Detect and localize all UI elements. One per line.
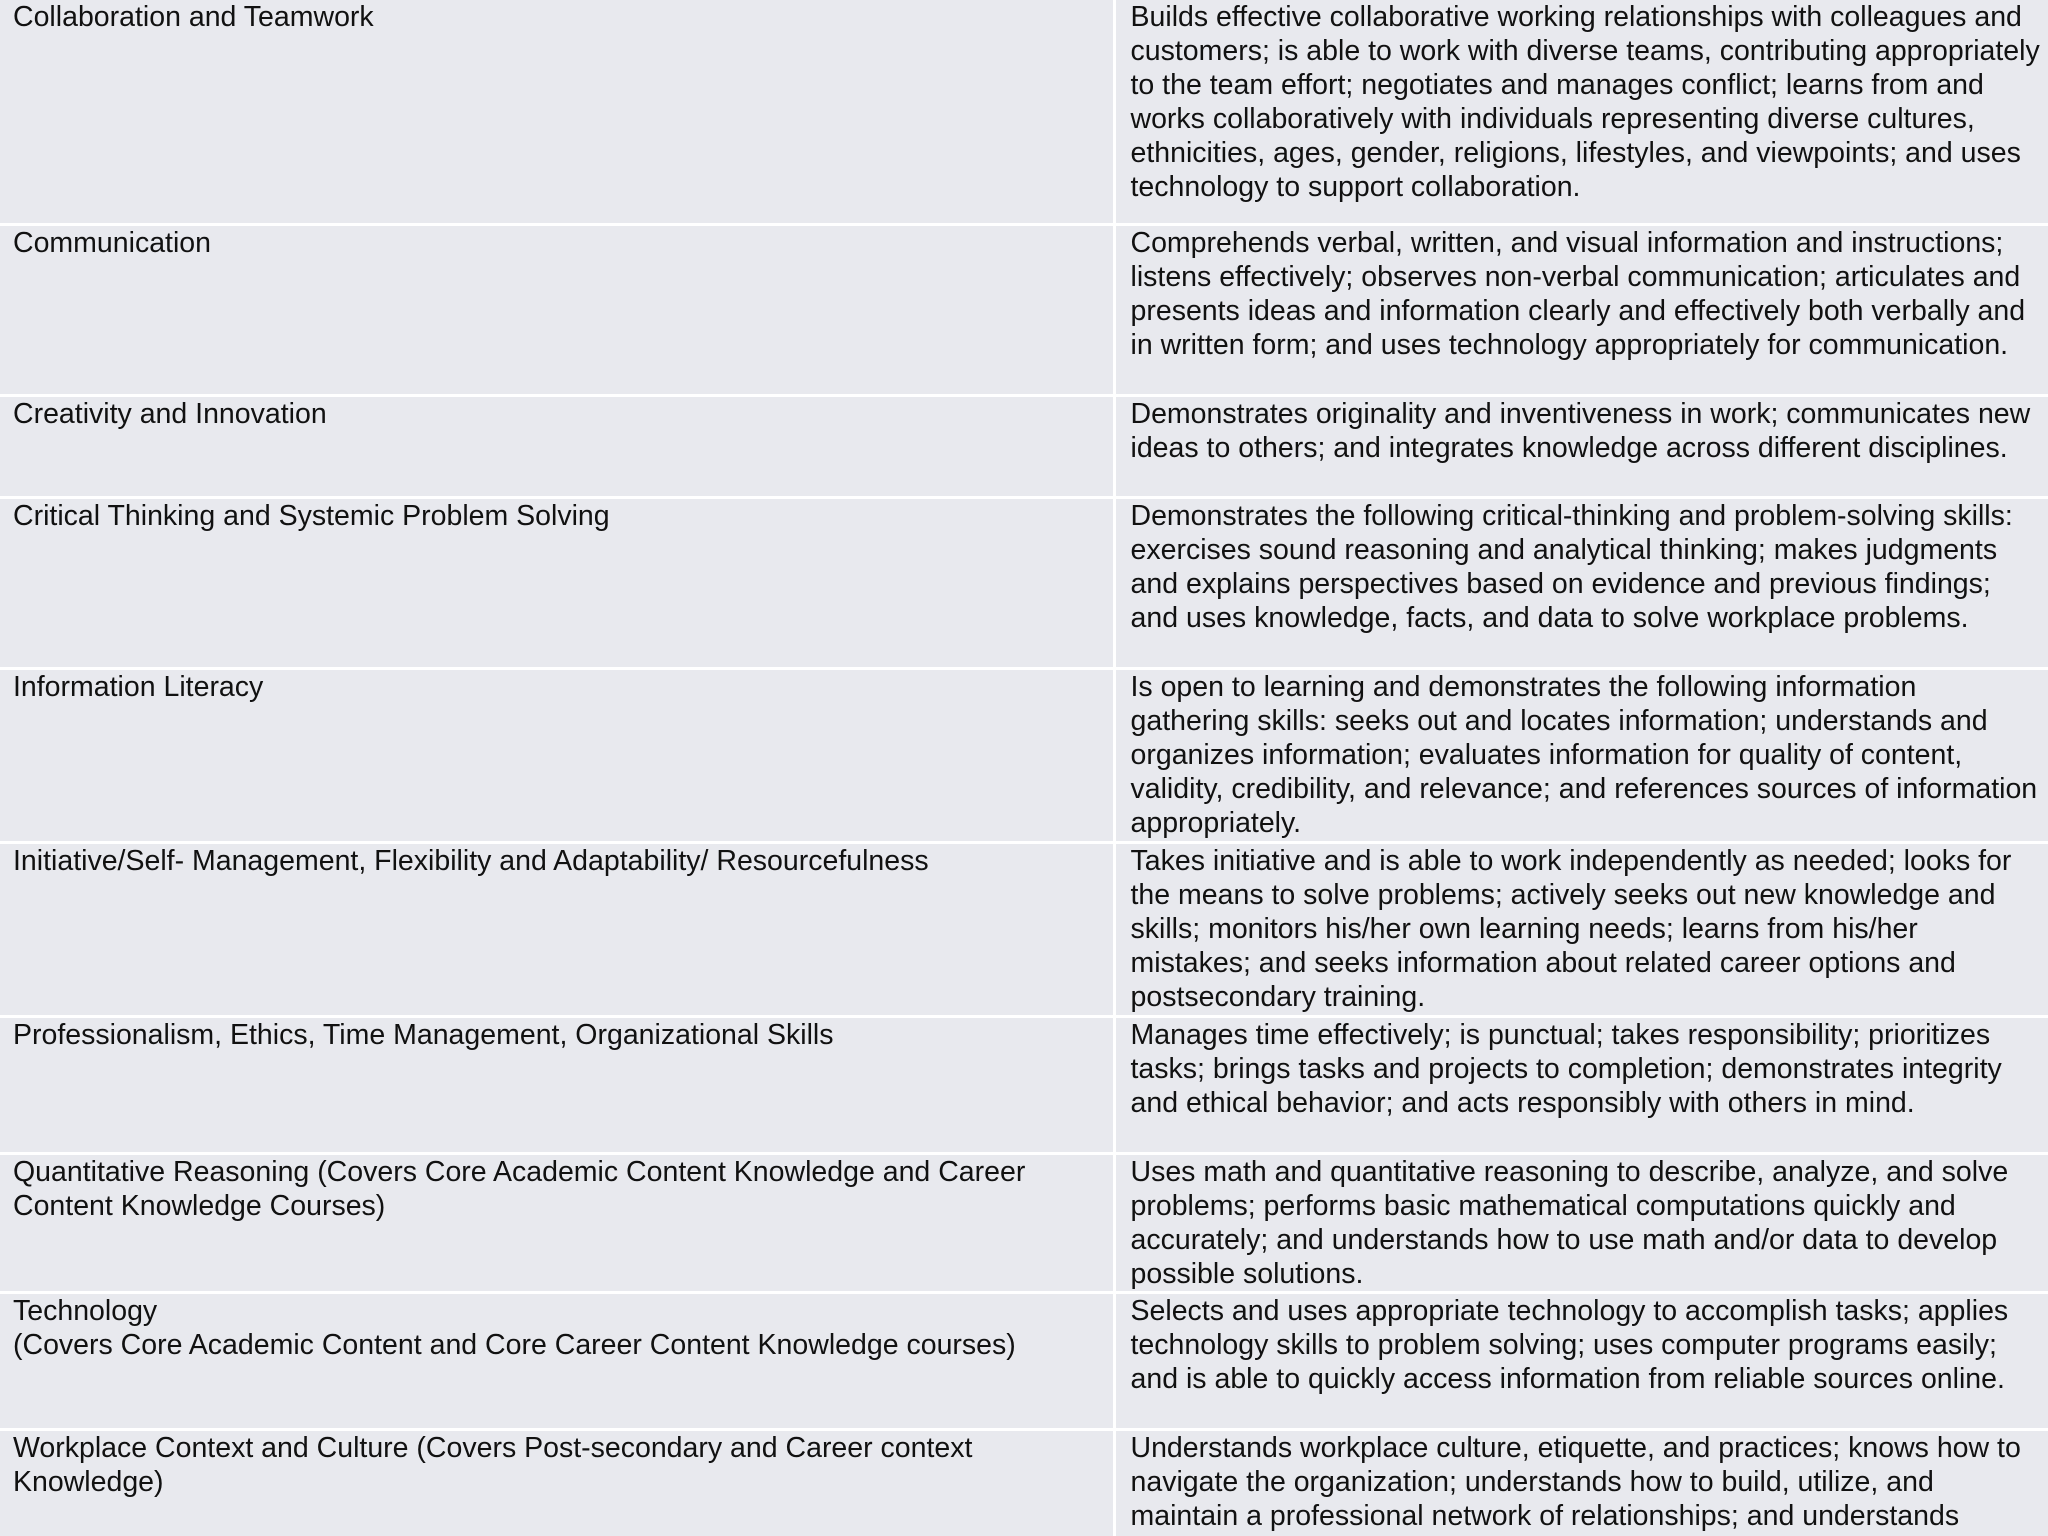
skill-name-cell: Professionalism, Ethics, Time Management, Organizational Skills — [0, 1016, 1114, 1153]
table-row — [0, 842, 2048, 1016]
table-row — [0, 497, 2048, 668]
table-row — [0, 395, 2048, 497]
table-row — [0, 1429, 2048, 1536]
skill-name-cell: Technology (Covers Core Academic Content and Core Career Content Knowledge courses) — [0, 1292, 1114, 1429]
skill-description-cell: Demonstrates the following critical-thinking and problem-solving skills: exercises sound reasoning and analytical thinking; makes judgments and explains perspectives based on evidence and previous findings; and uses knowledge, facts, and data to solve workplace problems. — [1114, 497, 2048, 668]
table-row — [0, 668, 2048, 842]
table-row — [0, 1016, 2048, 1153]
table-row — [0, 1292, 2048, 1429]
skill-description-cell: Selects and uses appropriate technology to accomplish tasks; applies technology skills to problem solving; uses computer programs easily; and is able to quickly access information from reliable sources online. — [1114, 1292, 2048, 1429]
skill-name-cell: Critical Thinking and Systemic Problem Solving — [0, 497, 1114, 668]
table-row — [0, 224, 2048, 395]
skill-description-cell: Is open to learning and demonstrates the following information gathering skills: seeks out and locates information; understands and organizes information; evaluates information for quality of content, validity, credibility, and relevance; and references sources of information appropriately. — [1114, 668, 2048, 842]
skill-name-cell: Creativity and Innovation — [0, 395, 1114, 497]
skill-name-cell: Initiative/Self- Management, Flexibility and Adaptability/ Resourcefulness — [0, 842, 1114, 1016]
skill-description-cell: Understands workplace culture, etiquette, and practices; knows how to navigate the organization; understands how to build, utilize, and maintain a professional network of relationships; and understands — [1114, 1429, 2048, 1536]
skill-description-cell: Builds effective collaborative working relationships with colleagues and customers; is able to work with diverse teams, contributing appropriately to the team effort; negotiates and manages conflict; learns from and works collaboratively with individuals representing diverse cultures, ethnicities, ages, gender, religions, lifestyles, and viewpoints; and uses technology to support collaboration. — [1114, 0, 2048, 224]
skill-description-cell: Comprehends verbal, written, and visual information and instructions; listens effectively; observes non-verbal communication; articulates and presents ideas and information clearly and effectively both verbally and in written form; and uses technology appropriately for communication. — [1114, 224, 2048, 395]
skill-name-cell: Collaboration and Teamwork — [0, 0, 1114, 224]
table-row — [0, 1153, 2048, 1292]
skill-name-cell: Communication — [0, 224, 1114, 395]
skill-description-cell: Uses math and quantitative reasoning to describe, analyze, and solve problems; performs basic mathematical computations quickly and accurately; and understands how to use math and/or data to develop possible solutions. — [1114, 1153, 2048, 1292]
skill-description-cell: Manages time effectively; is punctual; takes responsibility; prioritizes tasks; brings tasks and projects to completion; demonstrates integrity and ethical behavior; and acts responsibly with others in mind. — [1114, 1016, 2048, 1153]
skill-description-cell: Demonstrates originality and inventiveness in work; communicates new ideas to others; and integrates knowledge across different disciplines. — [1114, 395, 2048, 497]
skill-name-cell: Workplace Context and Culture (Covers Post-secondary and Career context Knowledge) — [0, 1429, 1114, 1536]
skill-name-cell: Quantitative Reasoning (Covers Core Academic Content Knowledge and Career Content Knowledge Courses) — [0, 1153, 1114, 1292]
skill-description-cell: Takes initiative and is able to work independently as needed; looks for the means to solve problems; actively seeks out new knowledge and skills; monitors his/her own learning needs; learns from his/her mistakes; and seeks information about related career options and postsecondary training. — [1114, 842, 2048, 1016]
skill-name-cell: Information Literacy — [0, 668, 1114, 842]
table-row — [0, 0, 2048, 224]
